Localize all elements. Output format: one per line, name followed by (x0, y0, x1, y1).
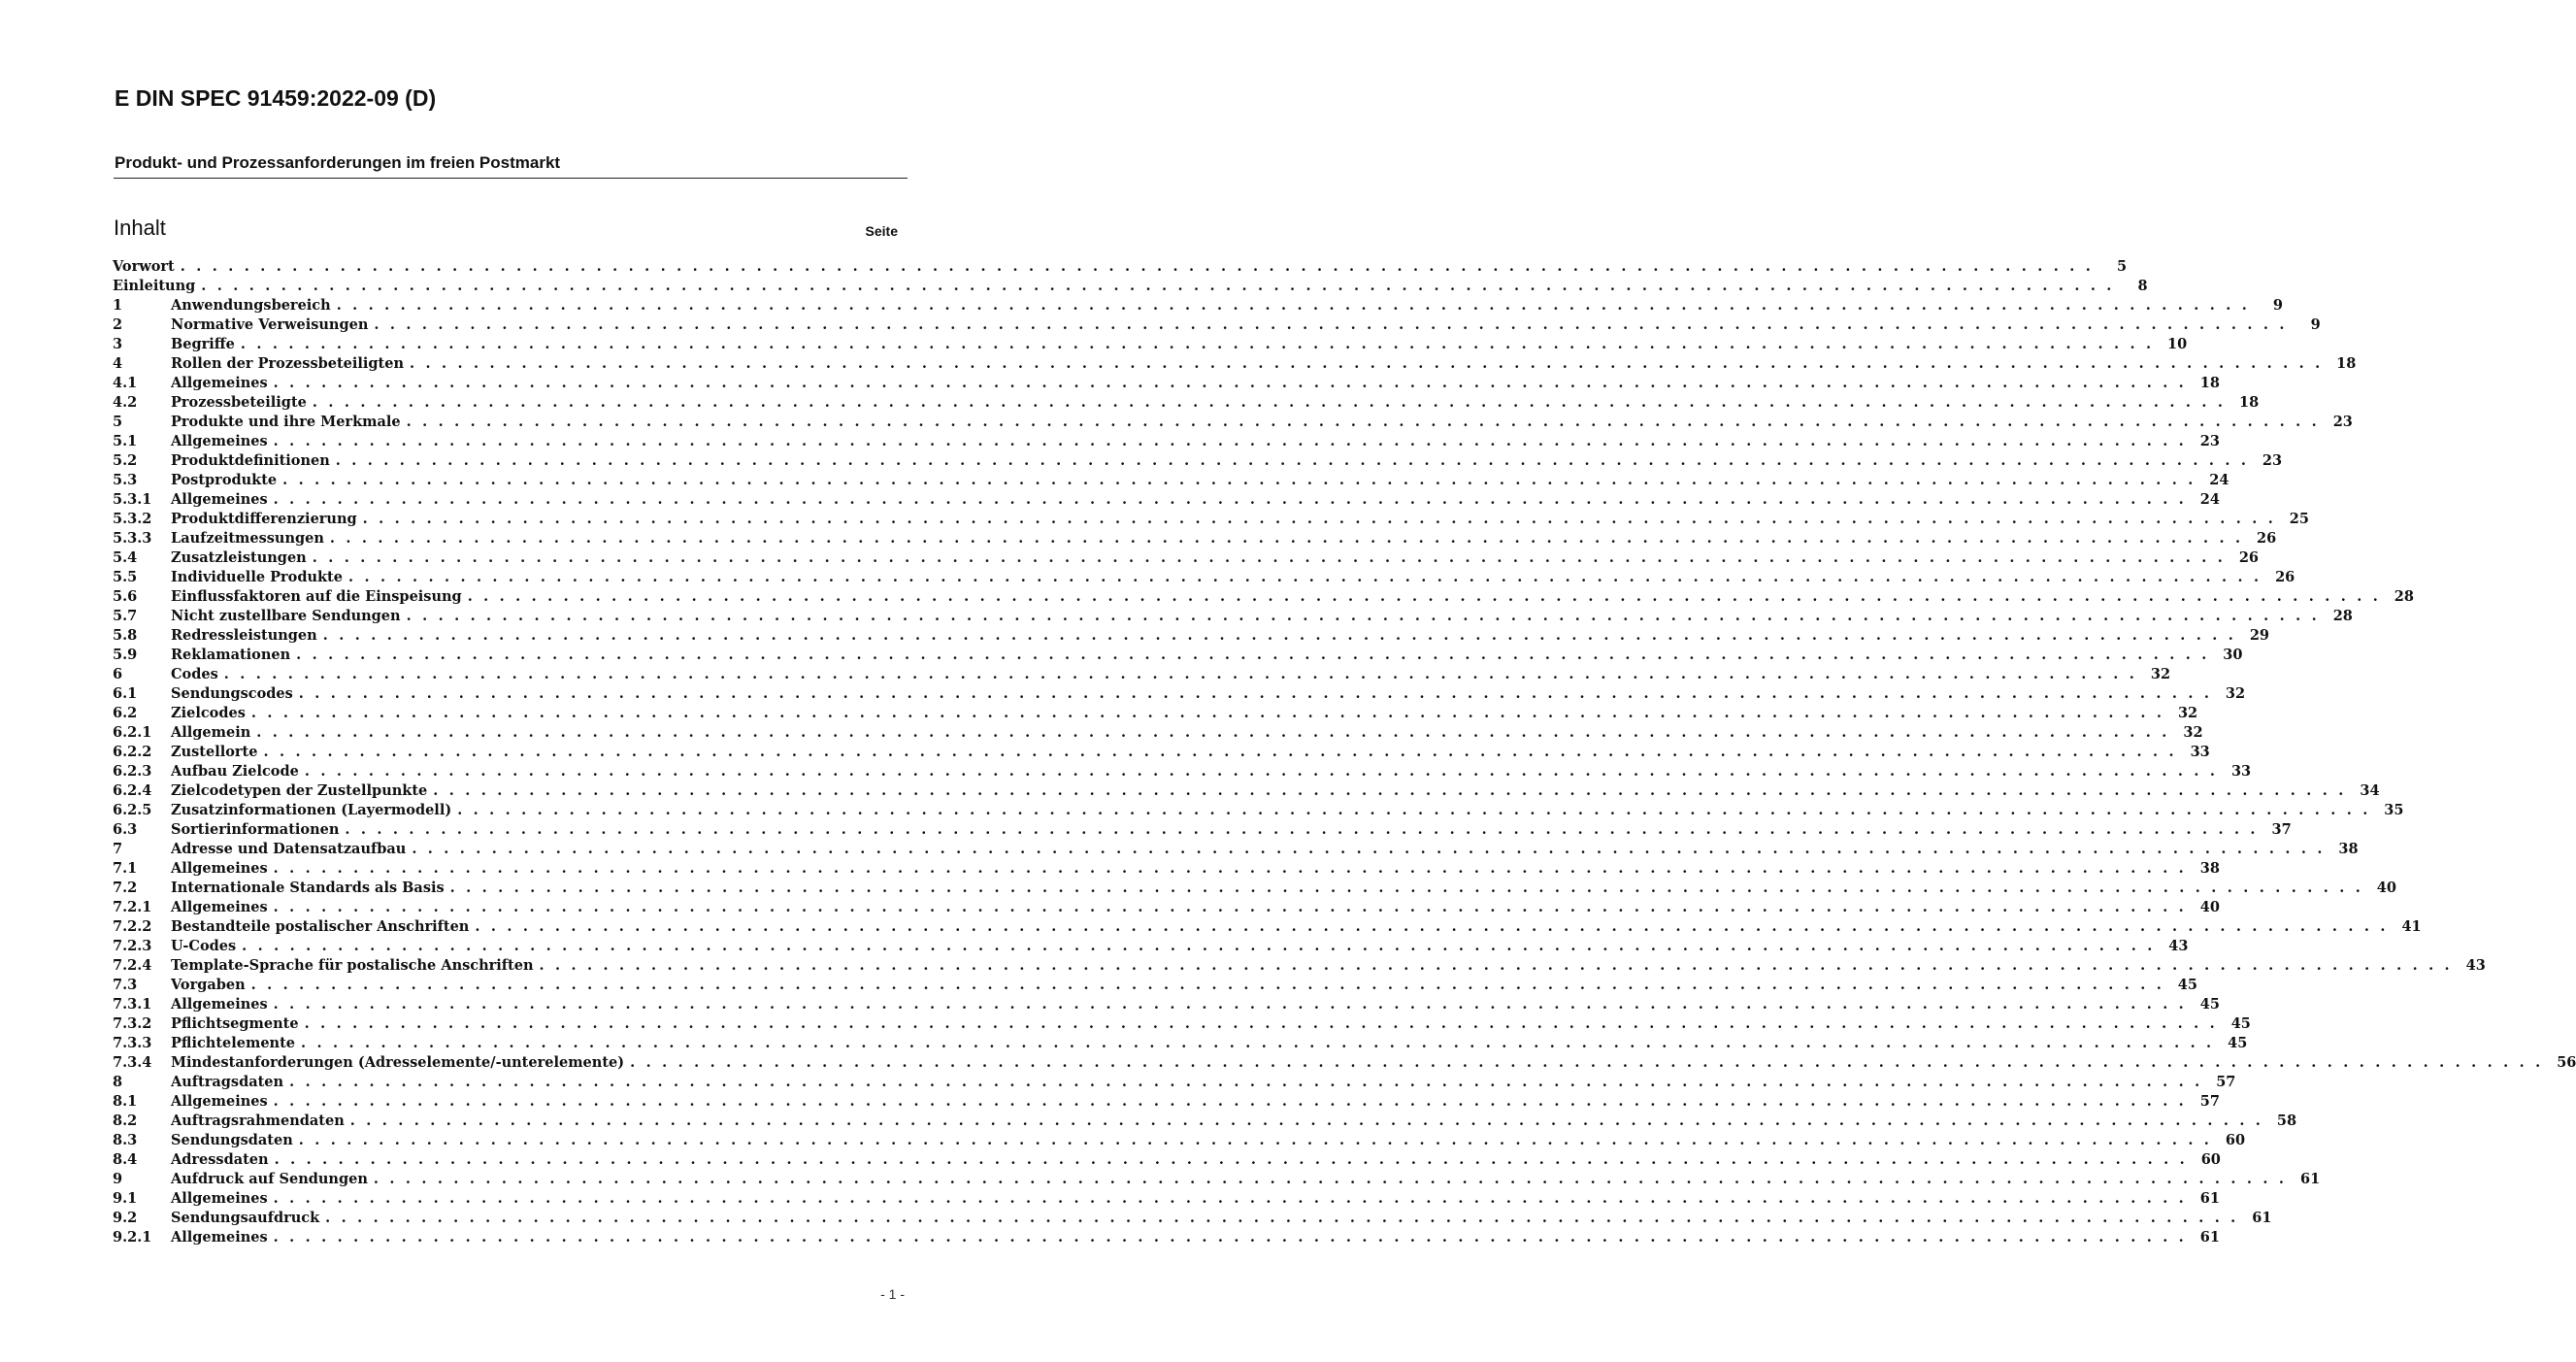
toc-entry-number: 8.3 (113, 1132, 138, 1148)
toc-dot-leader: . . . . . . . . . . . . . . . . . . . . . . . . . . . . . . . . . . . . . . . . . . . . . . . . . . . . . . . . . . . . . . . . . . . . . . . . . . . . . . . . . . . . . . . . . . . . . . . . . . . . . . . . . . . . . . . . . . . . . . . . (274, 1151, 2188, 1168)
toc-dot-leader: . . . . . . . . . . . . . . . . . . . . . . . . . . . . . . . . . . . . . . . . . . . . . . . . . . . . . . . . . . . . . . . . . . . . . . . . . . . . . . . . . . . . . . . . . . . . . . . . . . . . . . . . . . . . . . . . . . . . . . . . (336, 297, 2250, 314)
toc-dot-leader: . . . . . . . . . . . . . . . . . . . . . . . . . . . . . . . . . . . . . . . . . . . . . . . . . . . . . . . . . . . . . . . . . . . . . . . . . . . . . . . . . . . . . . . . . . . . . . . . . . . . . . . . . . . . . . . . . . . . . . . . (630, 1054, 2544, 1071)
toc-entry-page: 26 (2257, 530, 2277, 547)
toc-entry-label: Einleitung (113, 278, 196, 294)
toc-entry[interactable] (113, 723, 2203, 743)
toc-entry-label: Prozessbeteiligte (171, 394, 307, 411)
toc-entry-number: 6.3 (113, 821, 138, 838)
toc-entry[interactable] (113, 257, 2128, 277)
toc-entry-label: Allgemein (171, 724, 251, 741)
toc-entry-label: Einflussfaktoren auf die Einspeisung (171, 588, 462, 605)
toc-entry-label: Auftragsdaten (171, 1074, 284, 1090)
toc-dot-leader: . . . . . . . . . . . . . . . . . . . . . . . . . . . . . . . . . . . . . . . . . . . . . . . . . . . . . . . . . . . . . . . . . . . . . . . . . . . . . . . . . . . . . . . . . . . . . . . . . . . . . . . . . . . . . . . . . . . . . . . . (256, 724, 2170, 741)
toc-entry-label: Produktdefinitionen (171, 452, 330, 469)
toc-heading: Inhalt (114, 216, 166, 240)
toc-dot-leader: . . . . . . . . . . . . . . . . . . . . . . . . . . . . . . . . . . . . . . . . . . . . . . . . . . . . . . . . . . . . . . . . . . . . . . . . . . . . . . . . . . . . . . . . . . . . . . . . . . . . . . . . . . . . . . . . . . . . . . . . (457, 802, 2371, 818)
toc-entry-label: Auftragsrahmendaten (171, 1113, 345, 1129)
toc-entry-number: 7.3 (113, 977, 138, 993)
toc-entry-number: 6.2.1 (113, 724, 152, 741)
toc-entry-page: 18 (2199, 375, 2220, 391)
toc-entry-label: Allgemeines (171, 899, 268, 915)
toc-entry[interactable] (113, 801, 2404, 820)
toc-entry[interactable] (113, 1189, 2220, 1209)
toc-entry-number: 7.3.4 (113, 1054, 152, 1071)
document-subtitle: Produkt- und Prozessanforderungen im freien Postmarkt (115, 153, 561, 172)
toc-dot-leader: . . . . . . . . . . . . . . . . . . . . . . . . . . . . . . . . . . . . . . . . . . . . . . . . . . . . . . . . . . . . . . . . . . . . . . . . . . . . . . . . . . . . . . . . . . . . . . . . . . . . . . . . . . . . . . . . . . . . . . . . (289, 1074, 2203, 1090)
toc-dot-leader: . . . . . . . . . . . . . . . . . . . . . . . . . . . . . . . . . . . . . . . . . . . . . . . . . . . . . . . . . . . . . . . . . . . . . . . . . . . . . . . . . . . . . . . . . . . . . . . . . . . . . . . . . . . . . . . . . . . . . . . . (298, 685, 2213, 702)
toc-entry-page: 45 (2230, 1015, 2251, 1032)
toc-entry-number: 8.1 (113, 1093, 138, 1110)
toc-entry-label: Vorgaben (171, 977, 246, 993)
toc-dot-leader: . . . . . . . . . . . . . . . . . . . . . . . . . . . . . . . . . . . . . . . . . . . . . . . . . . . . . . . . . . . . . . . . . . . . . . . . . . . . . . . . . . . . . . . . . . . . . . . . . . . . . . . . . . . . . . . . . . . . . . . . (335, 452, 2250, 469)
toc-entry-number: 5.1 (113, 433, 138, 449)
toc-entry-page: 24 (2199, 491, 2220, 508)
toc-entry[interactable] (113, 743, 2210, 762)
toc-entry-page: 32 (2177, 705, 2198, 721)
toc-entry-page: 32 (2183, 724, 2203, 741)
toc-dot-leader: . . . . . . . . . . . . . . . . . . . . . . . . . . . . . . . . . . . . . . . . . . . . . . . . . . . . . . . . . . . . . . . . . . . . . . . . . . . . . . . . . . . . . . . . . . . . . . . . . . . . . . . . . . . . . . . . . . . . . . . . (263, 744, 2177, 760)
toc-dot-leader: . . . . . . . . . . . . . . . . . . . . . . . . . . . . . . . . . . . . . . . . . . . . . . . . . . . . . . . . . . . . . . . . . . . . . . . . . . . . . . . . . . . . . . . . . . . . . . . . . . . . . . . . . . . . . . . . . . . . . . . . (349, 1113, 2264, 1129)
toc-dot-leader: . . . . . . . . . . . . . . . . . . . . . . . . . . . . . . . . . . . . . . . . . . . . . . . . . . . . . . . . . . . . . . . . . . . . . . . . . . . . . . . . . . . . . . . . . . . . . . . . . . . . . . . . . . . . . . . . . . . . . . . . (374, 316, 2288, 333)
toc-entry-number: 9 (113, 1171, 123, 1187)
toc-entry-label: Sendungscodes (171, 685, 293, 702)
toc-entry-label: Allgemeines (171, 491, 268, 508)
toc-entry[interactable] (113, 646, 2243, 665)
toc-entry-page: 60 (2200, 1151, 2221, 1168)
toc-dot-leader: . . . . . . . . . . . . . . . . . . . . . . . . . . . . . . . . . . . . . . . . . . . . . . . . . . . . . . . . . . . . . . . . . . . . . . . . . . . . . . . . . . . . . . . . . . . . . . . . . . . . . . . . . . . . . . . . . . . . . . . . (329, 530, 2244, 547)
toc-dot-leader: . . . . . . . . . . . . . . . . . . . . . . . . . . . . . . . . . . . . . . . . . . . . . . . . . . . . . . . . . . . . . . . . . . . . . . . . . . . . . . . . . . . . . . . . . . . . . . . . . . . . . . . . . . . . . . . . . . . . . . . . (312, 549, 2227, 566)
toc-entry-page: 9 (2310, 316, 2321, 333)
toc-entry[interactable] (113, 956, 2486, 976)
toc-entry[interactable] (113, 568, 2295, 587)
toc-entry-label: Sendungsaufdruck (171, 1210, 320, 1226)
toc-entry-number: 8.4 (113, 1151, 138, 1168)
toc-dot-leader: . . . . . . . . . . . . . . . . . . . . . . . . . . . . . . . . . . . . . . . . . . . . . . . . . . . . . . . . . . . . . . . . . . . . . . . . . . . . . . . . . . . . . . . . . . . . . . . . . . . . . . . . . . . . . . . . . . . . . . . . (296, 647, 2210, 663)
toc-entry-number: 8 (113, 1074, 123, 1090)
toc-entry-label: Nicht zustellbare Sendungen (171, 608, 401, 624)
toc-entry-page: 23 (2262, 452, 2283, 469)
toc-entry-page: 43 (2168, 938, 2189, 954)
toc-entry-page: 29 (2249, 627, 2269, 644)
toc-entry-page: 26 (2238, 549, 2260, 566)
toc-entry-page: 10 (2167, 336, 2188, 352)
toc-dot-leader: . . . . . . . . . . . . . . . . . . . . . . . . . . . . . . . . . . . . . . . . . . . . . . . . . . . . . . . . . . . . . . . . . . . . . . . . . . . . . . . . . . . . . . . . . . . . . . . . . . . . . . . . . . . . . . . . . . . . . . . . (180, 258, 2095, 275)
toc-entry-page: 43 (2465, 957, 2486, 974)
toc-entry[interactable] (113, 413, 2353, 432)
toc-entry-label: Rollen der Prozessbeteiligten (171, 355, 405, 372)
toc-entry-page: 9 (2272, 297, 2283, 314)
toc-entry[interactable] (113, 374, 2220, 393)
toc-entry-number: 7.1 (113, 860, 138, 877)
toc-entry-label: Begriffe (171, 336, 235, 352)
toc-entry-label: Bestandteile postalischer Anschriften (171, 918, 470, 935)
toc-entry[interactable] (113, 976, 2197, 995)
toc-entry-number: 7.3.3 (113, 1035, 152, 1051)
toc-entry[interactable] (113, 316, 2321, 335)
toc-entry-page: 61 (2199, 1229, 2220, 1246)
toc-entry-label: Codes (171, 666, 218, 682)
toc-entry-number: 6.2 (113, 705, 138, 721)
toc-entry[interactable] (113, 704, 2198, 723)
toc-dot-leader: . . . . . . . . . . . . . . . . . . . . . . . . . . . . . . . . . . . . . . . . . . . . . . . . . . . . . . . . . . . . . . . . . . . . . . . . . . . . . . . . . . . . . . . . . . . . . . . . . . . . . . . . . . . . . . . . . . . . . . . . (322, 627, 2236, 644)
toc-entry-number: 6.2.2 (113, 744, 152, 760)
toc-entry[interactable] (113, 781, 2380, 801)
toc-entry[interactable] (113, 393, 2260, 413)
toc-entry-label: Zustellorte (171, 744, 258, 760)
toc-dot-leader: . . . . . . . . . . . . . . . . . . . . . . . . . . . . . . . . . . . . . . . . . . . . . . . . . . . . . . . . . . . . . . . . . . . . . . . . . . . . . . . . . . . . . . . . . . . . . . . . . . . . . . . . . . . . . . . . . . . . . . . . (273, 1229, 2187, 1246)
toc-entry[interactable] (113, 879, 2396, 898)
toc-entry-page: 40 (2376, 880, 2396, 896)
toc-entry[interactable] (113, 296, 2283, 316)
toc-entry-page: 30 (2223, 647, 2243, 663)
toc-entry-page: 5 (2116, 258, 2128, 275)
toc-entry-page: 28 (2332, 608, 2353, 624)
toc-entry-number: 4.1 (113, 375, 138, 391)
toc-entry-page: 61 (2199, 1190, 2220, 1207)
toc-entry-label: Zielcodetypen der Zustellpunkte (171, 782, 428, 799)
toc-entry[interactable] (113, 1073, 2236, 1092)
toc-entry-number: 7.2.1 (113, 899, 152, 915)
toc-entry-label: Template-Sprache für postalische Anschriften (171, 957, 534, 974)
toc-entry[interactable] (113, 1112, 2297, 1131)
toc-entry-label: Pflichtelemente (171, 1035, 296, 1051)
toc-dot-leader: . . . . . . . . . . . . . . . . . . . . . . . . . . . . . . . . . . . . . . . . . . . . . . . . . . . . . . . . . . . . . . . . . . . . . . . . . . . . . . . . . . . . . . . . . . . . . . . . . . . . . . . . . . . . . . . . . . . . . . . . (304, 1015, 2218, 1032)
toc-entry-number: 8.2 (113, 1113, 138, 1129)
toc-entry-number: 9.2 (113, 1210, 138, 1226)
toc-entry-label: Aufdruck auf Sendungen (171, 1171, 368, 1187)
toc-entry-label: Zielcodes (171, 705, 246, 721)
toc-entry-page: 40 (2199, 899, 2220, 915)
toc-entry-number: 5.3.2 (113, 511, 152, 527)
toc-entry[interactable] (113, 432, 2220, 451)
table-of-contents (113, 257, 2576, 1247)
toc-entry[interactable] (113, 335, 2188, 354)
toc-entry-number: 3 (113, 336, 123, 352)
toc-entry[interactable] (113, 1170, 2321, 1189)
toc-entry-label: Reklamationen (171, 647, 291, 663)
toc-entry-label: Sortierinformationen (171, 821, 340, 838)
toc-entry-label: Zusatzinformationen (Layermodell) (171, 802, 452, 818)
toc-dot-leader: . . . . . . . . . . . . . . . . . . . . . . . . . . . . . . . . . . . . . . . . . . . . . . . . . . . . . . . . . . . . . . . . . . . . . . . . . . . . . . . . . . . . . . . . . . . . . . . . . . . . . . . . . . . . . . . . . . . . . . . . (223, 666, 2138, 682)
toc-entry-page: 61 (2299, 1171, 2321, 1187)
toc-entry-page: 26 (2275, 569, 2295, 585)
toc-dot-leader: . . . . . . . . . . . . . . . . . . . . . . . . . . . . . . . . . . . . . . . . . . . . . . . . . . . . . . . . . . . . . . . . . . . . . . . . . . . . . . . . . . . . . . . . . . . . . . . . . . . . . . . . . . . . . . . . . . . . . . . . (298, 1132, 2213, 1148)
toc-entry-label: Allgemeines (171, 1229, 268, 1246)
toc-dot-leader: . . . . . . . . . . . . . . . . . . . . . . . . . . . . . . . . . . . . . . . . . . . . . . . . . . . . . . . . . . . . . . . . . . . . . . . . . . . . . . . . . . . . . . . . . . . . . . . . . . . . . . . . . . . . . . . . . . . . . . . . (273, 1190, 2187, 1207)
toc-entry-page: 58 (2276, 1113, 2297, 1129)
toc-entry-number: 5.3 (113, 472, 138, 488)
toc-entry-label: Allgemeines (171, 433, 268, 449)
toc-entry-label: Individuelle Produkte (171, 569, 343, 585)
toc-entry-page: 33 (2230, 763, 2252, 780)
toc-entry-label: Produkte und ihre Merkmale (171, 414, 401, 430)
toc-entry-page: 45 (2199, 996, 2220, 1013)
toc-entry-label: Mindestanforderungen (Adresselemente/-unterelemente) (171, 1054, 625, 1071)
toc-entry[interactable] (113, 1228, 2220, 1247)
toc-entry-number: 7.2.4 (113, 957, 152, 974)
toc-entry-number: 5.5 (113, 569, 138, 585)
toc-entry-page: 34 (2360, 782, 2380, 799)
toc-dot-leader: . . . . . . . . . . . . . . . . . . . . . . . . . . . . . . . . . . . . . . . . . . . . . . . . . . . . . . . . . . . . . . . . . . . . . . . . . . . . . . . . . . . . . . . . . . . . . . . . . . . . . . . . . . . . . . . . . . . . . . . . (273, 996, 2187, 1013)
toc-entry[interactable] (113, 451, 2283, 471)
toc-entry-number: 6.1 (113, 685, 138, 702)
toc-dot-leader: . . . . . . . . . . . . . . . . . . . . . . . . . . . . . . . . . . . . . . . . . . . . . . . . . . . . . . . . . . . . . . . . . . . . . . . . . . . . . . . . . . . . . . . . . . . . . . . . . . . . . . . . . . . . . . . . . . . . . . . . (467, 588, 2381, 605)
toc-dot-leader: . . . . . . . . . . . . . . . . . . . . . . . . . . . . . . . . . . . . . . . . . . . . . . . . . . . . . . . . . . . . . . . . . . . . . . . . . . . . . . . . . . . . . . . . . . . . . . . . . . . . . . . . . . . . . . . . . . . . . . . . (240, 336, 2155, 352)
toc-entry-page: 23 (2332, 414, 2353, 430)
toc-entry[interactable] (113, 626, 2269, 646)
toc-entry[interactable] (113, 684, 2246, 704)
toc-entry[interactable] (113, 1053, 2576, 1073)
toc-entry[interactable] (113, 995, 2220, 1014)
toc-entry-page: 57 (2216, 1074, 2236, 1090)
toc-entry-number: 4.2 (113, 394, 138, 411)
toc-entry-page: 23 (2199, 433, 2220, 449)
toc-entry[interactable] (113, 510, 2309, 529)
toc-entry-number: 1 (113, 297, 123, 314)
toc-entry[interactable] (113, 529, 2277, 548)
toc-entry[interactable] (113, 490, 2220, 510)
toc-entry-number: 9.2.1 (113, 1229, 152, 1246)
toc-entry-page: 38 (2338, 841, 2359, 857)
toc-entry[interactable] (113, 354, 2357, 374)
toc-entry[interactable] (113, 820, 2292, 840)
toc-dot-leader: . . . . . . . . . . . . . . . . . . . . . . . . . . . . . . . . . . . . . . . . . . . . . . . . . . . . . . . . . . . . . . . . . . . . . . . . . . . . . . . . . . . . . . . . . . . . . . . . . . . . . . . . . . . . . . . . . . . . . . . . (250, 977, 2164, 993)
toc-entry-page: 24 (2209, 472, 2229, 488)
toc-dot-leader: . . . . . . . . . . . . . . . . . . . . . . . . . . . . . . . . . . . . . . . . . . . . . . . . . . . . . . . . . . . . . . . . . . . . . . . . . . . . . . . . . . . . . . . . . . . . . . . . . . . . . . . . . . . . . . . . . . . . . . . . (242, 938, 2156, 954)
toc-entry[interactable] (113, 937, 2189, 956)
toc-entry-label: Postprodukte (171, 472, 278, 488)
toc-dot-leader: . . . . . . . . . . . . . . . . . . . . . . . . . . . . . . . . . . . . . . . . . . . . . . . . . . . . . . . . . . . . . . . . . . . . . . . . . . . . . . . . . . . . . . . . . . . . . . . . . . . . . . . . . . . . . . . . . . . . . . . . (273, 860, 2187, 877)
toc-dot-leader: . . . . . . . . . . . . . . . . . . . . . . . . . . . . . . . . . . . . . . . . . . . . . . . . . . . . . . . . . . . . . . . . . . . . . . . . . . . . . . . . . . . . . . . . . . . . . . . . . . . . . . . . . . . . . . . . . . . . . . . . (539, 957, 2453, 974)
toc-entry[interactable] (113, 471, 2229, 490)
toc-entry-number: 7 (113, 841, 123, 857)
toc-entry-number: 7.3.1 (113, 996, 152, 1013)
toc-entry-page: 38 (2199, 860, 2220, 877)
toc-entry-page: 32 (2225, 685, 2246, 702)
toc-entry-number: 2 (113, 316, 123, 333)
toc-dot-leader: . . . . . . . . . . . . . . . . . . . . . . . . . . . . . . . . . . . . . . . . . . . . . . . . . . . . . . . . . . . . . . . . . . . . . . . . . . . . . . . . . . . . . . . . . . . . . . . . . . . . . . . . . . . . . . . . . . . . . . . . (250, 705, 2165, 721)
toc-dot-leader: . . . . . . . . . . . . . . . . . . . . . . . . . . . . . . . . . . . . . . . . . . . . . . . . . . . . . . . . . . . . . . . . . . . . . . . . . . . . . . . . . . . . . . . . . . . . . . . . . . . . . . . . . . . . . . . . . . . . . . . . (273, 1093, 2187, 1110)
toc-entry-number: 7.3.2 (113, 1015, 152, 1032)
toc-entry-page: 25 (2289, 511, 2309, 527)
toc-entry-page: 37 (2271, 821, 2292, 838)
toc-entry-number: 7.2 (113, 880, 138, 896)
toc-entry-number: 5.4 (113, 549, 138, 566)
toc-dot-leader: . . . . . . . . . . . . . . . . . . . . . . . . . . . . . . . . . . . . . . . . . . . . . . . . . . . . . . . . . . . . . . . . . . . . . . . . . . . . . . . . . . . . . . . . . . . . . . . . . . . . . . . . . . . . . . . . . . . . . . . . (373, 1171, 2288, 1187)
toc-entry-page: 45 (2177, 977, 2197, 993)
page-number: - 1 - (880, 1286, 905, 1302)
toc-entry-number: 6.2.3 (113, 763, 152, 780)
toc-entry-page: 60 (2225, 1132, 2246, 1148)
toc-entry-page: 41 (2401, 918, 2422, 935)
toc-dot-leader: . . . . . . . . . . . . . . . . . . . . . . . . . . . . . . . . . . . . . . . . . . . . . . . . . . . . . . . . . . . . . . . . . . . . . . . . . . . . . . . . . . . . . . . . . . . . . . . . . . . . . . . . . . . . . . . . . . . . . . . . (312, 394, 2227, 411)
toc-entry-number: 6.2.5 (113, 802, 152, 818)
toc-entry[interactable] (113, 859, 2220, 879)
toc-entry-number: 5.2 (113, 452, 138, 469)
toc-entry-label: Allgemeines (171, 1190, 268, 1207)
toc-entry[interactable] (113, 762, 2252, 781)
toc-dot-leader: . . . . . . . . . . . . . . . . . . . . . . . . . . . . . . . . . . . . . . . . . . . . . . . . . . . . . . . . . . . . . . . . . . . . . . . . . . . . . . . . . . . . . . . . . . . . . . . . . . . . . . . . . . . . . . . . . . . . . . . . (410, 355, 2324, 372)
toc-entry[interactable] (113, 1131, 2246, 1150)
toc-entry-label: Pflichtsegmente (171, 1015, 299, 1032)
toc-entry-number: 5.7 (113, 608, 138, 624)
toc-entry-page: 18 (2238, 394, 2260, 411)
toc-entry-label: Sendungsdaten (171, 1132, 293, 1148)
toc-entry[interactable] (113, 917, 2422, 937)
toc-entry-number: 7.2.3 (113, 938, 152, 954)
toc-entry-number: 5.8 (113, 627, 138, 644)
toc-entry-page: 45 (2228, 1035, 2248, 1051)
toc-dot-leader: . . . . . . . . . . . . . . . . . . . . . . . . . . . . . . . . . . . . . . . . . . . . . . . . . . . . . . . . . . . . . . . . . . . . . . . . . . . . . . . . . . . . . . . . . . . . . . . . . . . . . . . . . . . . . . . . . . . . . . . . (406, 608, 2320, 624)
toc-entry-number: 5 (113, 414, 123, 430)
toc-entry-label: Normative Verweisungen (171, 316, 369, 333)
toc-entry-number: 6 (113, 666, 123, 682)
toc-dot-leader: . . . . . . . . . . . . . . . . . . . . . . . . . . . . . . . . . . . . . . . . . . . . . . . . . . . . . . . . . . . . . . . . . . . . . . . . . . . . . . . . . . . . . . . . . . . . . . . . . . . . . . . . . . . . . . . . . . . . . . . . (412, 841, 2326, 857)
toc-entry-number: 5.6 (113, 588, 138, 605)
toc-entry[interactable] (113, 1150, 2221, 1170)
toc-entry-label: Adresse und Datensatzaufbau (171, 841, 407, 857)
toc-entry-label: Anwendungsbereich (171, 297, 331, 314)
toc-entry-number: 5.3.1 (113, 491, 152, 508)
toc-dot-leader: . . . . . . . . . . . . . . . . . . . . . . . . . . . . . . . . . . . . . . . . . . . . . . . . . . . . . . . . . . . . . . . . . . . . . . . . . . . . . . . . . . . . . . . . . . . . . . . . . . . . . . . . . . . . . . . . . . . . . . . . (282, 472, 2196, 488)
toc-entry-label: Aufbau Zielcode (171, 763, 299, 780)
toc-entry[interactable] (113, 548, 2260, 568)
toc-entry-label: Laufzeitmessungen (171, 530, 324, 547)
toc-entry-page: 56 (2557, 1054, 2576, 1071)
toc-entry[interactable] (113, 898, 2220, 917)
toc-entry[interactable] (113, 840, 2359, 859)
toc-dot-leader: . . . . . . . . . . . . . . . . . . . . . . . . . . . . . . . . . . . . . . . . . . . . . . . . . . . . . . . . . . . . . . . . . . . . . . . . . . . . . . . . . . . . . . . . . . . . . . . . . . . . . . . . . . . . . . . . . . . . . . . . (301, 1035, 2215, 1051)
toc-entry-page: 35 (2384, 802, 2404, 818)
toc-entry-label: Allgemeines (171, 996, 268, 1013)
toc-entry-label: Adressdaten (171, 1151, 269, 1168)
toc-dot-leader: . . . . . . . . . . . . . . . . . . . . . . . . . . . . . . . . . . . . . . . . . . . . . . . . . . . . . . . . . . . . . . . . . . . . . . . . . . . . . . . . . . . . . . . . . . . . . . . . . . . . . . . . . . . . . . . . . . . . . . . . (273, 375, 2187, 391)
toc-entry-page: 32 (2150, 666, 2171, 682)
toc-entry-page: 28 (2394, 588, 2414, 605)
toc-entry-label: Internationale Standards als Basis (171, 880, 445, 896)
toc-entry-number: 5.9 (113, 647, 138, 663)
page-column-label: Seite (865, 223, 898, 239)
toc-entry-number: 5.3.3 (113, 530, 152, 547)
toc-dot-leader: . . . . . . . . . . . . . . . . . . . . . . . . . . . . . . . . . . . . . . . . . . . . . . . . . . . . . . . . . . . . . . . . . . . . . . . . . . . . . . . . . . . . . . . . . . . . . . . . . . . . . . . . . . . . . . . . . . . . . . . . (347, 569, 2262, 585)
toc-dot-leader: . . . . . . . . . . . . . . . . . . . . . . . . . . . . . . . . . . . . . . . . . . . . . . . . . . . . . . . . . . . . . . . . . . . . . . . . . . . . . . . . . . . . . . . . . . . . . . . . . . . . . . . . . . . . . . . . . . . . . . . . (449, 880, 2363, 896)
toc-entry[interactable] (113, 1014, 2251, 1034)
toc-entry-label: Allgemeines (171, 860, 268, 877)
title-divider (114, 178, 908, 179)
toc-entry[interactable] (113, 277, 2148, 296)
toc-dot-leader: . . . . . . . . . . . . . . . . . . . . . . . . . . . . . . . . . . . . . . . . . . . . . . . . . . . . . . . . . . . . . . . . . . . . . . . . . . . . . . . . . . . . . . . . . . . . . . . . . . . . . . . . . . . . . . . . . . . . . . . . (273, 899, 2187, 915)
toc-dot-leader: . . . . . . . . . . . . . . . . . . . . . . . . . . . . . . . . . . . . . . . . . . . . . . . . . . . . . . . . . . . . . . . . . . . . . . . . . . . . . . . . . . . . . . . . . . . . . . . . . . . . . . . . . . . . . . . . . . . . . . . . (475, 918, 2389, 935)
toc-entry-page: 57 (2199, 1093, 2220, 1110)
toc-dot-leader: . . . . . . . . . . . . . . . . . . . . . . . . . . . . . . . . . . . . . . . . . . . . . . . . . . . . . . . . . . . . . . . . . . . . . . . . . . . . . . . . . . . . . . . . . . . . . . . . . . . . . . . . . . . . . . . . . . . . . . . . (362, 511, 2276, 527)
document-title: E DIN SPEC 91459:2022-09 (D) (115, 85, 437, 111)
toc-dot-leader: . . . . . . . . . . . . . . . . . . . . . . . . . . . . . . . . . . . . . . . . . . . . . . . . . . . . . . . . . . . . . . . . . . . . . . . . . . . . . . . . . . . . . . . . . . . . . . . . . . . . . . . . . . . . . . . . . . . . . . . . (273, 491, 2187, 508)
toc-entry[interactable] (113, 1034, 2248, 1053)
toc-entry-label: Produktdifferenzierung (171, 511, 357, 527)
toc-entry[interactable] (113, 587, 2414, 607)
toc-entry-number: 4 (113, 355, 123, 372)
toc-entry-number: 6.2.4 (113, 782, 152, 799)
toc-dot-leader: . . . . . . . . . . . . . . . . . . . . . . . . . . . . . . . . . . . . . . . . . . . . . . . . . . . . . . . . . . . . . . . . . . . . . . . . . . . . . . . . . . . . . . . . . . . . . . . . . . . . . . . . . . . . . . . . . . . . . . . . (433, 782, 2347, 799)
toc-entry-label: Vorwort (113, 258, 175, 275)
toc-dot-leader: . . . . . . . . . . . . . . . . . . . . . . . . . . . . . . . . . . . . . . . . . . . . . . . . . . . . . . . . . . . . . . . . . . . . . . . . . . . . . . . . . . . . . . . . . . . . . . . . . . . . . . . . . . . . . . . . . . . . . . . . (201, 278, 2115, 294)
toc-entry[interactable] (113, 607, 2353, 626)
toc-dot-leader: . . . . . . . . . . . . . . . . . . . . . . . . . . . . . . . . . . . . . . . . . . . . . . . . . . . . . . . . . . . . . . . . . . . . . . . . . . . . . . . . . . . . . . . . . . . . . . . . . . . . . . . . . . . . . . . . . . . . . . . . (345, 821, 2259, 838)
toc-entry-label: Allgemeines (171, 375, 268, 391)
toc-entry-page: 61 (2252, 1210, 2272, 1226)
toc-entry-page: 18 (2336, 355, 2357, 372)
toc-entry-page: 8 (2137, 278, 2148, 294)
toc-entry-page: 33 (2190, 744, 2210, 760)
toc-entry[interactable] (113, 1209, 2272, 1228)
toc-entry-number: 7.2.2 (113, 918, 152, 935)
toc-dot-leader: . . . . . . . . . . . . . . . . . . . . . . . . . . . . . . . . . . . . . . . . . . . . . . . . . . . . . . . . . . . . . . . . . . . . . . . . . . . . . . . . . . . . . . . . . . . . . . . . . . . . . . . . . . . . . . . . . . . . . . . . (325, 1210, 2239, 1226)
toc-entry-label: U-Codes (171, 938, 237, 954)
toc-entry-label: Redressleistungen (171, 627, 317, 644)
toc-entry[interactable] (113, 1092, 2220, 1112)
toc-entry-number: 9.1 (113, 1190, 138, 1207)
toc-entry[interactable] (113, 665, 2171, 684)
toc-dot-leader: . . . . . . . . . . . . . . . . . . . . . . . . . . . . . . . . . . . . . . . . . . . . . . . . . . . . . . . . . . . . . . . . . . . . . . . . . . . . . . . . . . . . . . . . . . . . . . . . . . . . . . . . . . . . . . . . . . . . . . . . (304, 763, 2219, 780)
toc-entry-label: Zusatzleistungen (171, 549, 307, 566)
toc-entry-label: Allgemeines (171, 1093, 268, 1110)
toc-dot-leader: . . . . . . . . . . . . . . . . . . . . . . . . . . . . . . . . . . . . . . . . . . . . . . . . . . . . . . . . . . . . . . . . . . . . . . . . . . . . . . . . . . . . . . . . . . . . . . . . . . . . . . . . . . . . . . . . . . . . . . . . (273, 433, 2187, 449)
toc-dot-leader: . . . . . . . . . . . . . . . . . . . . . . . . . . . . . . . . . . . . . . . . . . . . . . . . . . . . . . . . . . . . . . . . . . . . . . . . . . . . . . . . . . . . . . . . . . . . . . . . . . . . . . . . . . . . . . . . . . . . . . . . (406, 414, 2320, 430)
